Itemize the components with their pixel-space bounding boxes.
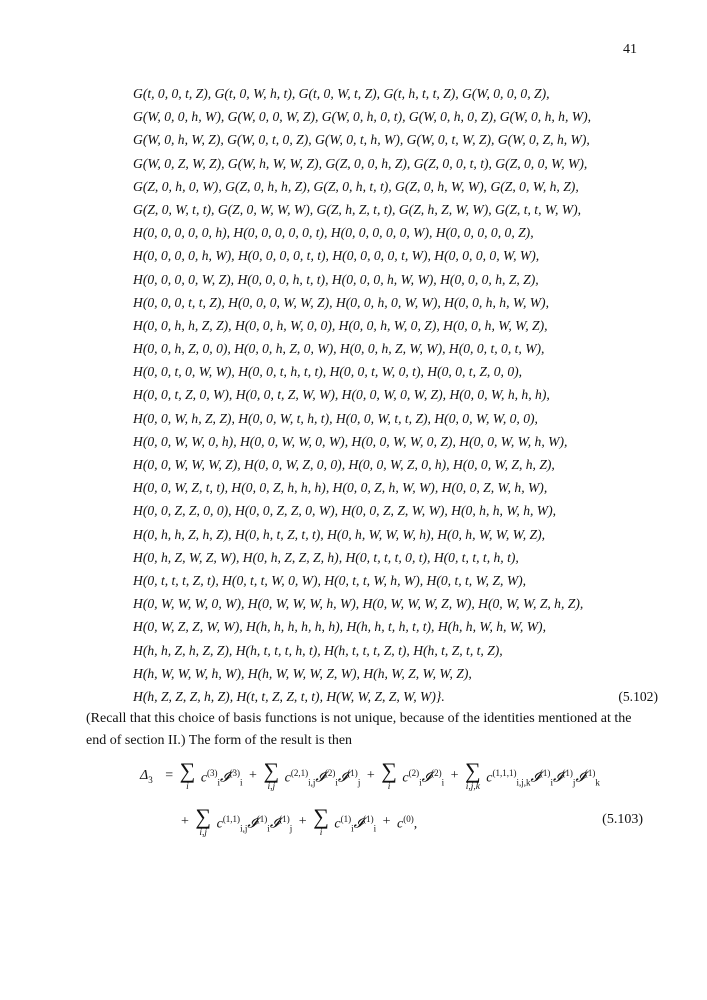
- basis-line: H(0, 0, W, W, 0, h), H(0, 0, W, W, 0, W), H(0, 0, W, W, 0, Z), H(0, 0, W, W, h, W),: [133, 433, 568, 449]
- sum-i: ∑ i: [381, 758, 397, 792]
- basis-line-last: [133, 685, 658, 708]
- equation-number-5-102: (5.102): [618, 688, 658, 704]
- basis-line: H(0, W, Z, Z, W, W), H(h, h, h, h, h, h), H(h, h, t, h, t, t), H(h, h, W, h, W, W),: [133, 619, 546, 635]
- equation-line-1: [140, 760, 600, 793]
- basis-line: H(0, 0, t, 0, W, W), H(0, 0, t, h, t, t), H(0, 0, t, W, 0, t), H(0, 0, t, Z, 0, 0),: [133, 364, 523, 380]
- plus-sign: +: [450, 768, 459, 783]
- plus-sign: +: [382, 814, 391, 829]
- basis-line: H(0, 0, 0, 0, W, Z), H(0, 0, 0, h, t, t), H(0, 0, 0, h, W, W), H(0, 0, 0, h, Z, Z),: [133, 271, 539, 287]
- basis-line: H(0, 0, t, Z, 0, W), H(0, 0, t, Z, W, W), H(0, 0, W, 0, W, Z), H(0, 0, W, h, h, h),: [133, 387, 550, 403]
- equation-5-103: [140, 758, 643, 850]
- plus-sign: +: [366, 768, 375, 783]
- term-c1-I1: $c^{(1)}_i𝓘^{(1)}_i$: [334, 814, 377, 834]
- term-c11-I1-I1: $c^{(1,1)}_{i,j}𝓘^{(1)}_i𝓘^{(1)}_j$: [216, 814, 293, 834]
- term-c111-I1-I1-I1: $c^{(1,1,1)}_{i,j,k}𝓘^{(1)}_i𝓘^{(1)}_j𝓘^{(1)}_k$: [486, 768, 600, 788]
- basis-line: H(0, 0, 0, 0, h, W), H(0, 0, 0, 0, t, t), H(0, 0, 0, 0, t, W), H(0, 0, 0, 0, W, W),: [133, 248, 540, 264]
- recall-paragraph: (Recall that this choice of basis functions is not unique, because of the identities mentioned at the end of section II.) The form of the result is then: [86, 711, 632, 748]
- equation-line-2: [178, 806, 417, 839]
- basis-line: G(t, 0, 0, t, Z), G(t, 0, W, h, t), G(t, 0, W, t, Z), G(t, h, t, t, Z), G(W, 0, 0, 0, Z),: [133, 86, 550, 101]
- basis-line: H(0, h, h, Z, h, Z), H(0, h, t, Z, t, t), H(0, h, W, W, W, h), H(0, h, W, W, W, Z),: [133, 526, 545, 542]
- basis-line: H(0, 0, h, h, Z, Z), H(0, 0, h, W, 0, 0), H(0, 0, h, W, 0, Z), H(0, 0, h, W, W, Z),: [133, 317, 548, 333]
- basis-line: G(Z, 0, h, 0, W), G(Z, 0, h, h, Z), G(Z, 0, h, t, t), G(Z, 0, h, W, W), G(Z, 0, W, h, Z),: [133, 178, 579, 194]
- page-number: 41: [623, 42, 637, 57]
- delta-3: $\Delta_3$: [140, 768, 153, 785]
- basis-line: H(h, h, Z, h, Z, Z), H(h, t, t, t, h, t), H(h, t, t, t, Z, t), H(h, t, Z, t, t, Z),: [133, 642, 503, 658]
- basis-line: H(0, 0, W, h, Z, Z), H(0, 0, W, t, h, t), H(0, 0, W, t, t, Z), H(0, 0, W, W, 0, 0),: [133, 410, 538, 426]
- basis-line: H(0, 0, 0, 0, 0, h), H(0, 0, 0, 0, 0, t), H(0, 0, 0, 0, 0, W), H(0, 0, 0, 0, 0, Z),: [133, 225, 534, 241]
- basis-line: G(Z, 0, W, t, t), G(Z, 0, W, W, W), G(Z, h, Z, t, t), G(Z, h, Z, W, W), G(Z, t, t, W, W),: [133, 201, 581, 217]
- term-c0: $c^{(0)}$,: [397, 814, 418, 832]
- basis-line: H(0, 0, W, W, W, Z), H(0, 0, W, Z, 0, 0), H(0, 0, W, Z, 0, h), H(0, 0, W, Z, h, Z),: [133, 457, 555, 472]
- basis-function-list: [133, 82, 658, 708]
- basis-line: H(0, 0, 0, t, t, Z), H(0, 0, 0, W, W, Z), H(0, 0, h, 0, W, W), H(0, 0, h, h, W, W),: [133, 294, 549, 310]
- basis-line: H(0, h, Z, W, Z, W), H(0, h, Z, Z, Z, h), H(0, t, t, t, 0, t), H(0, t, t, t, h, t),: [133, 549, 519, 565]
- sum-i: ∑ i: [313, 804, 329, 838]
- basis-line: H(0, 0, W, Z, t, t), H(0, 0, Z, h, h, h), H(0, 0, Z, h, W, W), H(0, 0, Z, W, h, W),: [133, 480, 548, 496]
- plus-sign: +: [181, 814, 189, 829]
- basis-line: H(0, 0, Z, Z, 0, 0), H(0, 0, Z, Z, 0, W), H(0, 0, Z, Z, W, W), H(0, h, h, W, h, W),: [133, 503, 557, 519]
- basis-line: G(W, 0, h, W, Z), G(W, 0, t, 0, Z), G(W, 0, t, h, W), G(W, 0, t, W, Z), G(W, 0, Z, h, W),: [133, 132, 590, 148]
- equation-number-5-103: (5.103): [602, 812, 643, 827]
- plus-sign: +: [298, 814, 307, 829]
- basis-line: H(0, t, t, t, Z, t), H(0, t, t, W, 0, W), H(0, t, t, W, h, W), H(0, t, t, W, Z, W),: [133, 572, 527, 588]
- basis-line: H(h, W, W, W, h, W), H(h, W, W, W, Z, W), H(h, W, Z, W, W, Z),: [133, 665, 472, 681]
- plus-sign: +: [249, 768, 257, 783]
- basis-line: H(0, W, W, W, 0, W), H(0, W, W, W, h, W), H(0, W, W, W, Z, W), H(0, W, W, Z, h, Z),: [133, 596, 584, 612]
- term-c3-I3: $c^{(3)}_i𝓘^{(3)}_i$: [200, 768, 243, 788]
- sum-ij: ∑ i,j: [195, 804, 212, 838]
- basis-line-last-text: H(h, Z, Z, Z, h, Z), H(t, t, Z, Z, t, t), H(W, W, Z, Z, W, W)}.: [133, 688, 445, 704]
- term-c21-I2-I1: $c^{(2,1)}_{i,j}𝓘^{(2)}_i𝓘^{(1)}_j$: [284, 768, 361, 788]
- equals-sign: =: [165, 768, 174, 783]
- basis-line: H(0, 0, h, Z, 0, 0), H(0, 0, h, Z, 0, W), H(0, 0, h, Z, W, W), H(0, 0, t, 0, t, W),: [133, 341, 545, 357]
- basis-line: G(W, 0, Z, W, Z), G(W, h, W, W, Z), G(Z, 0, 0, h, Z), G(Z, 0, 0, t, t), G(Z, 0, 0, W, W),: [133, 155, 588, 171]
- basis-line: G(W, 0, 0, h, W), G(W, 0, 0, W, Z), G(W, 0, h, 0, t), G(W, 0, h, 0, Z), G(W, 0, h, h, W),: [133, 109, 592, 125]
- term-c2-I2: $c^{(2)}_i𝓘^{(2)}_i$: [402, 768, 445, 788]
- sum-i: ∑ i: [179, 758, 196, 792]
- sum-ijk: ∑ i,j,k: [465, 758, 481, 792]
- sum-ij: ∑ i,j: [263, 758, 280, 792]
